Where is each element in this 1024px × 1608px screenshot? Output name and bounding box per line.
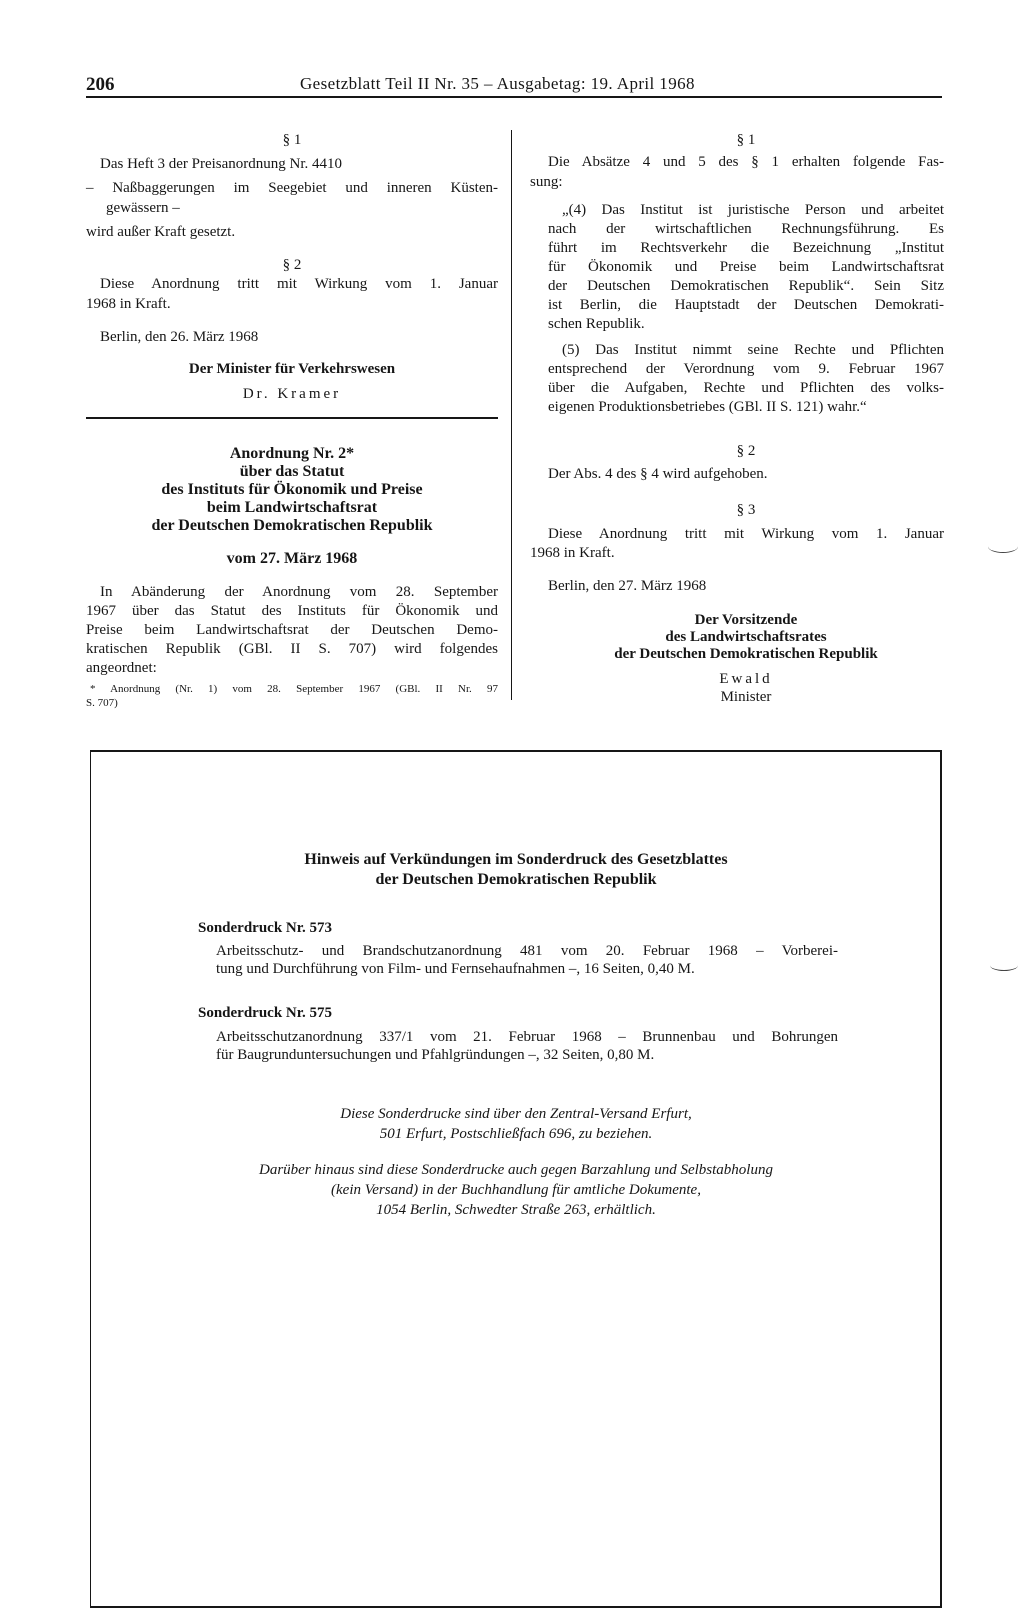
scan-mark (988, 540, 1018, 553)
purchase-line2: (kein Versand) in der Buchhandlung für amtliche Dokumente, (331, 1182, 701, 1198)
left-sec1-line1: Das Heft 3 der Preisanordnung Nr. 4410 (100, 156, 343, 172)
right-sec3-line2: 1968 in Kraft. (530, 545, 615, 561)
right-sec3-heading: § 3 (736, 502, 756, 518)
order-intro-line3: Preise beim Landwirtschaftsrat der Deutschen Demo- (86, 622, 498, 638)
right-sec1-intro-line1: Die Absätze 4 und 5 des § 1 erhalten folgende Fas- (548, 154, 944, 170)
left-sec2-heading: § 2 (282, 257, 302, 273)
para4-line7: schen Republik. (548, 316, 645, 332)
order-intro-line1: In Abänderung der Anordnung vom 28. September (100, 584, 498, 600)
header-rule (86, 96, 942, 98)
sonderdruck-573-line1: Arbeitsschutz- und Brandschutzanordnung 481 vom 20. Februar 1968 – Vorberei- (216, 943, 838, 959)
order-intro-line4: kratischen Republik (GBl. II S. 707) wird folgendes (86, 641, 498, 657)
left-signer-title: Der Minister für Verkehrswesen (188, 361, 396, 377)
right-signer-line3: der Deutschen Demokratischen Republik (614, 646, 878, 662)
para4-line2: nach der wirtschaftlichen Rechnungsführung. Es (548, 221, 944, 237)
sonderdruck-575-line2: für Baugrunduntersuchungen und Pfahlgründungen –, 32 Seiten, 0,80 M. (216, 1047, 655, 1063)
right-sec3-line1: Diese Anordnung tritt mit Wirkung vom 1. Januar (548, 526, 944, 542)
right-signer-name: Ewald (719, 671, 773, 687)
right-place-date: Berlin, den 27. März 1968 (548, 578, 707, 594)
notice-title-line1: Hinweis auf Verkündungen im Sonderdruck des Gesetzblattes (304, 851, 728, 868)
page-number: 206 (86, 74, 115, 95)
para4-line5: der Deutschen Demokratischen Republik“. Sein Sitz (548, 278, 944, 294)
availability-line1: Diese Sonderdrucke sind über den Zentral-Versand Erfurt, (340, 1106, 692, 1122)
para5-line3: über die Aufgaben, Rechte und Pflichten des volks- (548, 380, 944, 396)
purchase-line1: Darüber hinaus sind diese Sonderdrucke auch gegen Barzahlung und Selbstabholung (259, 1162, 773, 1178)
right-sec1-heading: § 1 (736, 132, 756, 148)
order-intro-line2: 1967 über das Statut des Instituts für Ökonomik und (86, 603, 498, 619)
footnote-line2: S. 707) (86, 697, 118, 709)
left-sec2-line1: Diese Anordnung tritt mit Wirkung vom 1. Januar (100, 276, 498, 292)
order-title-line1: Anordnung Nr. 2* (229, 445, 355, 462)
column-divider (511, 130, 512, 700)
para4-line6: ist Berlin, die Hauptstadt der Deutschen Demokrati- (548, 297, 944, 313)
purchase-line3: 1054 Berlin, Schwedter Straße 263, erhältlich. (376, 1202, 656, 1218)
left-sec1-line3: gewässern – (106, 200, 180, 216)
sonderdruck-575-line1: Arbeitsschutzanordnung 337/1 vom 21. Februar 1968 – Brunnenbau und Bohrungen (216, 1029, 838, 1045)
running-head: Gesetzblatt Teil II Nr. 35 – Ausgabetag: 19. April 1968 (300, 74, 695, 93)
left-sec1-line2: – Naßbaggerungen im Seegebiet und inneren Küsten- (86, 180, 498, 196)
left-place-date: Berlin, den 26. März 1968 (100, 329, 259, 345)
footnote-line1: * Anordnung (Nr. 1) vom 28. September 1967 (GBl. II Nr. 97 (90, 683, 498, 695)
para4-line4: für Ökonomik und Preise beim Landwirtschaftsrat (548, 259, 944, 275)
right-sec2-text: Der Abs. 4 des § 4 wird aufgehoben. (548, 466, 768, 482)
para5-line1: (5) Das Institut nimmt seine Rechte und Pflichten (562, 342, 944, 358)
left-sec1-heading: § 1 (282, 132, 302, 148)
right-signer-role: Minister (720, 689, 772, 705)
left-sec2-line2: 1968 in Kraft. (86, 296, 171, 312)
section-rule (86, 417, 498, 419)
order-title-line3: des Instituts für Ökonomik und Preise (161, 481, 423, 498)
para5-line4: eigenen Produktionsbetriebes (GBl. II S. 121) wahr.“ (548, 399, 867, 415)
sonderdruck-575-heading: Sonderdruck Nr. 575 (198, 1005, 333, 1021)
para4-line1: „(4) Das Institut ist juristische Person und arbeitet (562, 202, 944, 218)
footnote (86, 682, 498, 710)
scan-mark (990, 960, 1018, 971)
order-title-line2: über das Statut (239, 463, 345, 480)
sonderdruck-573-heading: Sonderdruck Nr. 573 (198, 920, 333, 936)
left-signer-name: Dr. Kramer (242, 386, 342, 402)
right-signer-line1: Der Vorsitzende (694, 612, 798, 628)
order-intro-line5: angeordnet: (86, 660, 157, 676)
para5-line2: entsprechend der Verordnung vom 9. Februar 1967 (548, 361, 944, 377)
right-signer-line2: des Landwirtschaftsrates (665, 629, 827, 645)
right-sec1-intro-line2: sung: (530, 174, 563, 190)
order-title-line5: der Deutschen Demokratischen Republik (151, 517, 433, 534)
left-sec1-line4: wird außer Kraft gesetzt. (86, 224, 236, 240)
order-title-line4: beim Landwirtschaftsrat (206, 499, 378, 516)
para4-line3: führt im Rechtsverkehr die Bezeichnung „Institut (548, 240, 944, 256)
sonderdruck-573-line2: tung und Durchführung von Film- und Fernsehaufnahmen –, 16 Seiten, 0,40 M. (216, 961, 695, 977)
order-date: vom 27. März 1968 (226, 550, 358, 567)
right-sec2-heading: § 2 (736, 443, 756, 459)
notice-title-line2: der Deutschen Demokratischen Republik (375, 871, 657, 888)
availability-line2: 501 Erfurt, Postschließfach 696, zu beziehen. (379, 1126, 653, 1142)
